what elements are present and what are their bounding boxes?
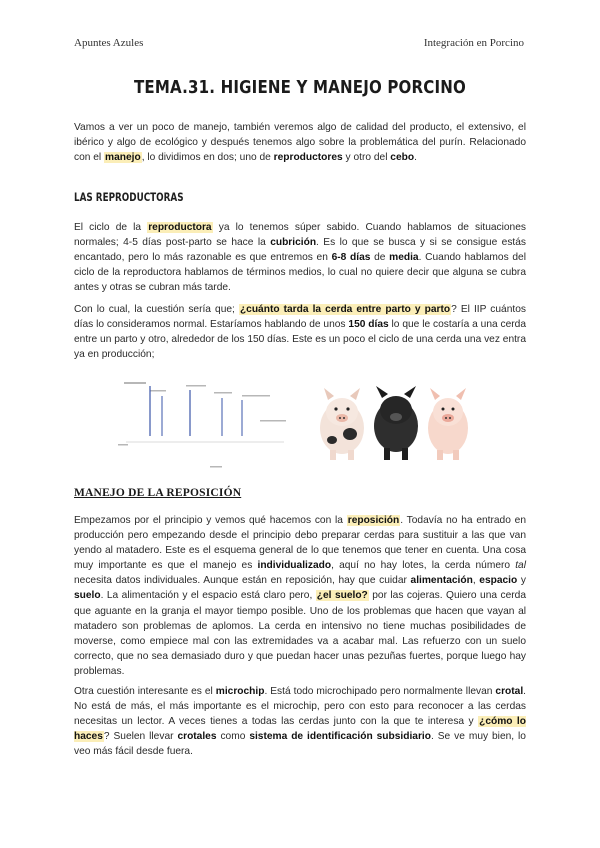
paragraph-parto-interval: Con lo cual, la cuestión sería que; ¿cuánto tarda la cerda entre parto y parto? El IIP cuántos días lo consideramos normal. Estaríamos hablando de unos 150 días lo que le costaría a una cerda entre un parto y otro, alrededor de los 150 días. Este es un poco el ciclo de una cerda una vez entra ya en producción; [74,304,526,361]
diagram-faint-labels [118,382,286,468]
paragraph-microchip: Otra cuestión interesante es el microchip. Está todo microchipado pero normalmente llevan crotal. No está de más, el más importante es el microchip, pero con esto para reconocer a las cerdas necesitas un lector. A veces tienes a todas las cerdas junto con la que te interesa y ¿cómo lo haces? Suelen llevar crotales como sistema de identificación subsidiario. Se ve muy bien, lo veo más fácil desde fuera. [74,686,527,758]
pig-black-icon [374,386,418,460]
sow-cycle-diagram [112,378,290,470]
heading-reproductoras: LAS REPRODUCTORAS [74,190,184,204]
pig-illustrations [312,380,472,470]
paragraph-reproductora-cycle: El ciclo de la reproductora ya lo tenemos súper sabido. Cuando hablamos de situaciones normales; 4-5 días post-parto se hace la cubrición. Es lo que se busca y si se consigue estás encantado, pero lo más razonable es que entremos en 6-8 días de media. Cuando hablamos del ciclo de la reproductora hablamos de términos medios, lo cual no quiere decir que alguna se cubra antes y otras se cubran más tarde. [74,222,527,294]
heading-reposicion: MANEJO DE LA REPOSICIÓN [74,487,242,499]
intro-paragraph: Vamos a ver un poco de manejo, también veremos algo de calidad del producto, el extensivo, el ibérico y algo de ecológico y después tenemos algo sobre la problemática del purín. Relacionado con el manejo, lo dividimos en dos; uno de reproductores y otro del cebo. [74,122,526,164]
header-right: Integración en Porcino [423,37,524,49]
header-left: Apuntes Azules [74,37,144,49]
page-title: TEMA.31. HIGIENE Y MANEJO PORCINO [133,78,467,98]
pig-pink-icon [428,388,468,460]
pig-spotted-icon [320,388,364,460]
paragraph-reposicion: Empezamos por el principio y vemos qué hacemos con la reposición. Todavía no ha entrado en producción pero empezando desde el principio debo preparar cerdas para sustituir a las que van yendo al matadero. Este es el esquema general de lo que tenemos que tener en cuenta. Una cosa muy importante es que el manejo es individualizado, aquí no hay lotes, la cerda número tal necesita datos individuales. Aunque están en reposición, hay que cuidar alimentación, espacio y suelo. La alimentación y el espacio está claro pero, ¿el suelo? por las cojeras. Quiero una cerda que aguante en la granja el mayor tiempo posible. Uno de los problemas que hacen que vayan al matadero son problemas de aplomos. La cerda en intensivo no tiene muchas posibilidades de moverse, como empiece mal con las extremidades va a acabar mal. Las refuerzo con un suelo correcto, que no sea demasiado duro y que puedan hacer unas pezuñas fuertes, porque luego hay problemas. [74,515,526,677]
